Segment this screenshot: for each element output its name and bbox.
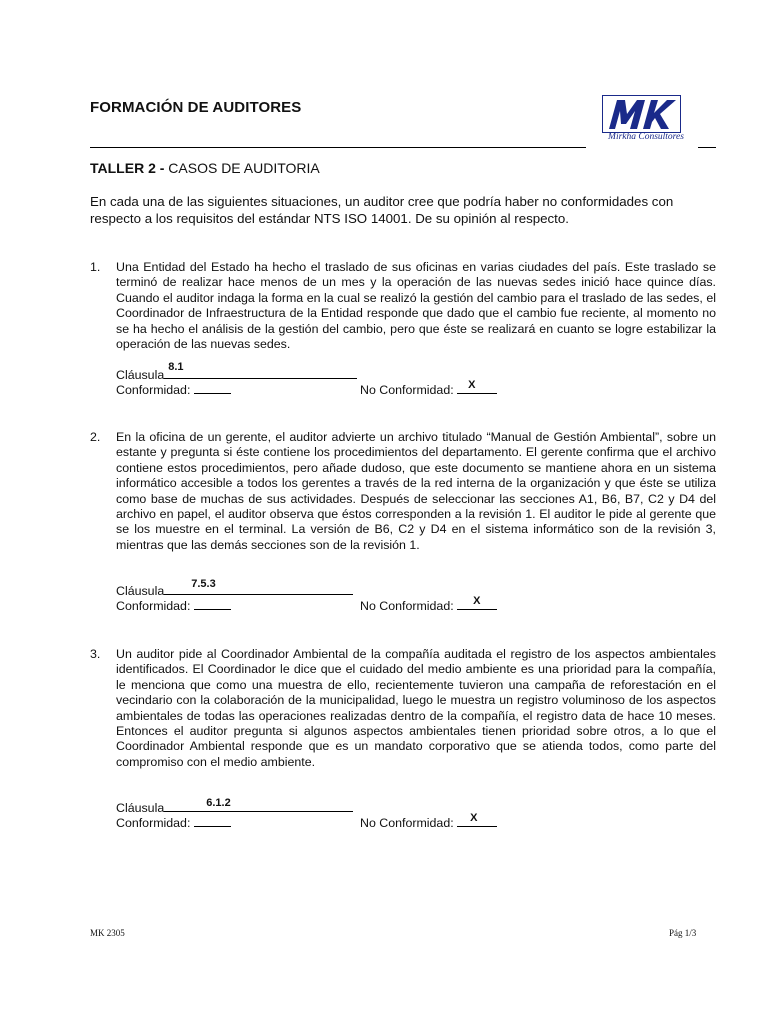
clause-answer: 8.1: [168, 361, 184, 373]
question-text: Un auditor pide al Coordinador Ambiental de la compañía auditada el registro de los aspectos ambientales identificados. El Coordinador le dice que el cuidado del medio ambiente es una prioridad para la compañía, le menciona que como una muestra de ello, recientemente tuvieron una campaña de reforestación en el vecindario con la colaboración de la municipalidad, luego le muestra un registro voluminoso de los aspectos ambientales de todas las operaciones realizadas dentro de la compañía, el registro data de hace 10 meses. Entonces el auditor pregunta si algunos aspectos ambientales tienen prioridad sobre otros, a lo que el Coordinador Ambiental responde que es un mandato corporativo que se atienda todos, como parte del compromiso con el medio ambiente.: [116, 647, 716, 769]
question-number: 1.: [90, 260, 101, 274]
conformity-label: Conformidad:: [116, 383, 191, 397]
question-text: En la oficina de un gerente, el auditor advierte un archivo titulado “Manual de Gestión Ambiental”, sobre un estante y pregunta si éste contiene los procedimientos del departamento. El gerente confirma que el archivo contiene estos procedimientos, pero añade dudoso, que este documento se mantiene ahora en un sistema informático accesible a todos los gerentes a través de la red interna de la organización y que éste se utiliza como base de muchas de sus actividades. Después de seleccionar las secciones A1, B6, B7, C2 y D4 del archivo en papel, el auditor observa que éstos corresponden a la revisión 1. El auditor le pide al gerente que se los muestre en el terminal. La versión de B6, C2 y D4 en el sistema informático son de la revisión 3, mientras que las demás secciones son de la revisión 1.: [116, 430, 716, 552]
workshop-heading: [90, 160, 320, 176]
clause-label: Cláusula: [116, 368, 165, 382]
company-logo: [598, 93, 694, 149]
conformity-field: [194, 380, 231, 394]
intro-paragraph: En cada una de las siguientes situaciones, un auditor cree que podría haber no conformidades con respecto a los requisitos del estándar NTS ISO 14001. De su opinión al respecto.: [90, 194, 674, 226]
nonconformity-answer: X: [473, 595, 481, 607]
clause-field: [164, 361, 357, 379]
question-number: 2.: [90, 430, 101, 444]
nonconformity-row: [360, 813, 497, 830]
header-rule-end: [698, 147, 716, 148]
clause-field: [164, 578, 353, 595]
question-number: 3.: [90, 647, 101, 661]
nonconformity-row: [360, 380, 497, 397]
conformity-label: Conformidad:: [116, 599, 191, 613]
conformity-field: [194, 813, 231, 827]
logo-mark: [602, 95, 681, 133]
nonconformity-label: No Conformidad:: [360, 816, 454, 830]
header-rule: [90, 147, 586, 148]
logo-caption: Mirkha Consultores: [608, 132, 684, 142]
mk-logo-icon: [603, 96, 680, 132]
conformity-row: [116, 813, 231, 830]
conformity-field: [194, 596, 231, 610]
logo-letters: MK: [603, 96, 605, 97]
document-code: MK 2305: [90, 928, 125, 938]
question-text: Una Entidad del Estado ha hecho el traslado de sus oficinas en varias ciudades del país. Este traslado se terminó de realizar hace menos de un mes y la operación de las nuevas sedes inició hace quince días. Cuando el auditor indaga la forma en la cual se realizó la gestión del cambio para el traslado de las sedes, el Coordinador de Infraestructura de la Entidad responde que dado que el cambio fue reciente, al momento no se ha hecho el análisis de la gestión del cambio, pero que éste se realizará en cuanto se logre estabilizar la operación de las nuevas sedes.: [116, 260, 716, 352]
conformity-label: Conformidad:: [116, 816, 191, 830]
document-title: FORMACIÓN DE AUDITORES: [90, 99, 302, 116]
workshop-title: CASOS DE AUDITORIA: [168, 160, 320, 176]
page-number: Pág 1/3: [669, 928, 697, 938]
nonconformity-field: [457, 596, 497, 610]
nonconformity-row: [360, 596, 497, 613]
workshop-label: TALLER 2 -: [90, 160, 165, 176]
nonconformity-label: No Conformidad:: [360, 383, 454, 397]
nonconformity-answer: X: [470, 812, 478, 824]
clause-field: [164, 798, 353, 812]
conformity-row: [116, 380, 231, 397]
clause-answer: 6.1.2: [206, 797, 231, 809]
clause-label: Cláusula: [116, 584, 165, 598]
nonconformity-label: No Conformidad:: [360, 599, 454, 613]
conformity-row: [116, 596, 231, 613]
clause-answer: 7.5.3: [191, 578, 216, 590]
nonconformity-field: [457, 380, 497, 394]
clause-label: Cláusula: [116, 801, 165, 815]
nonconformity-field: [457, 813, 497, 827]
nonconformity-answer: X: [468, 379, 476, 391]
